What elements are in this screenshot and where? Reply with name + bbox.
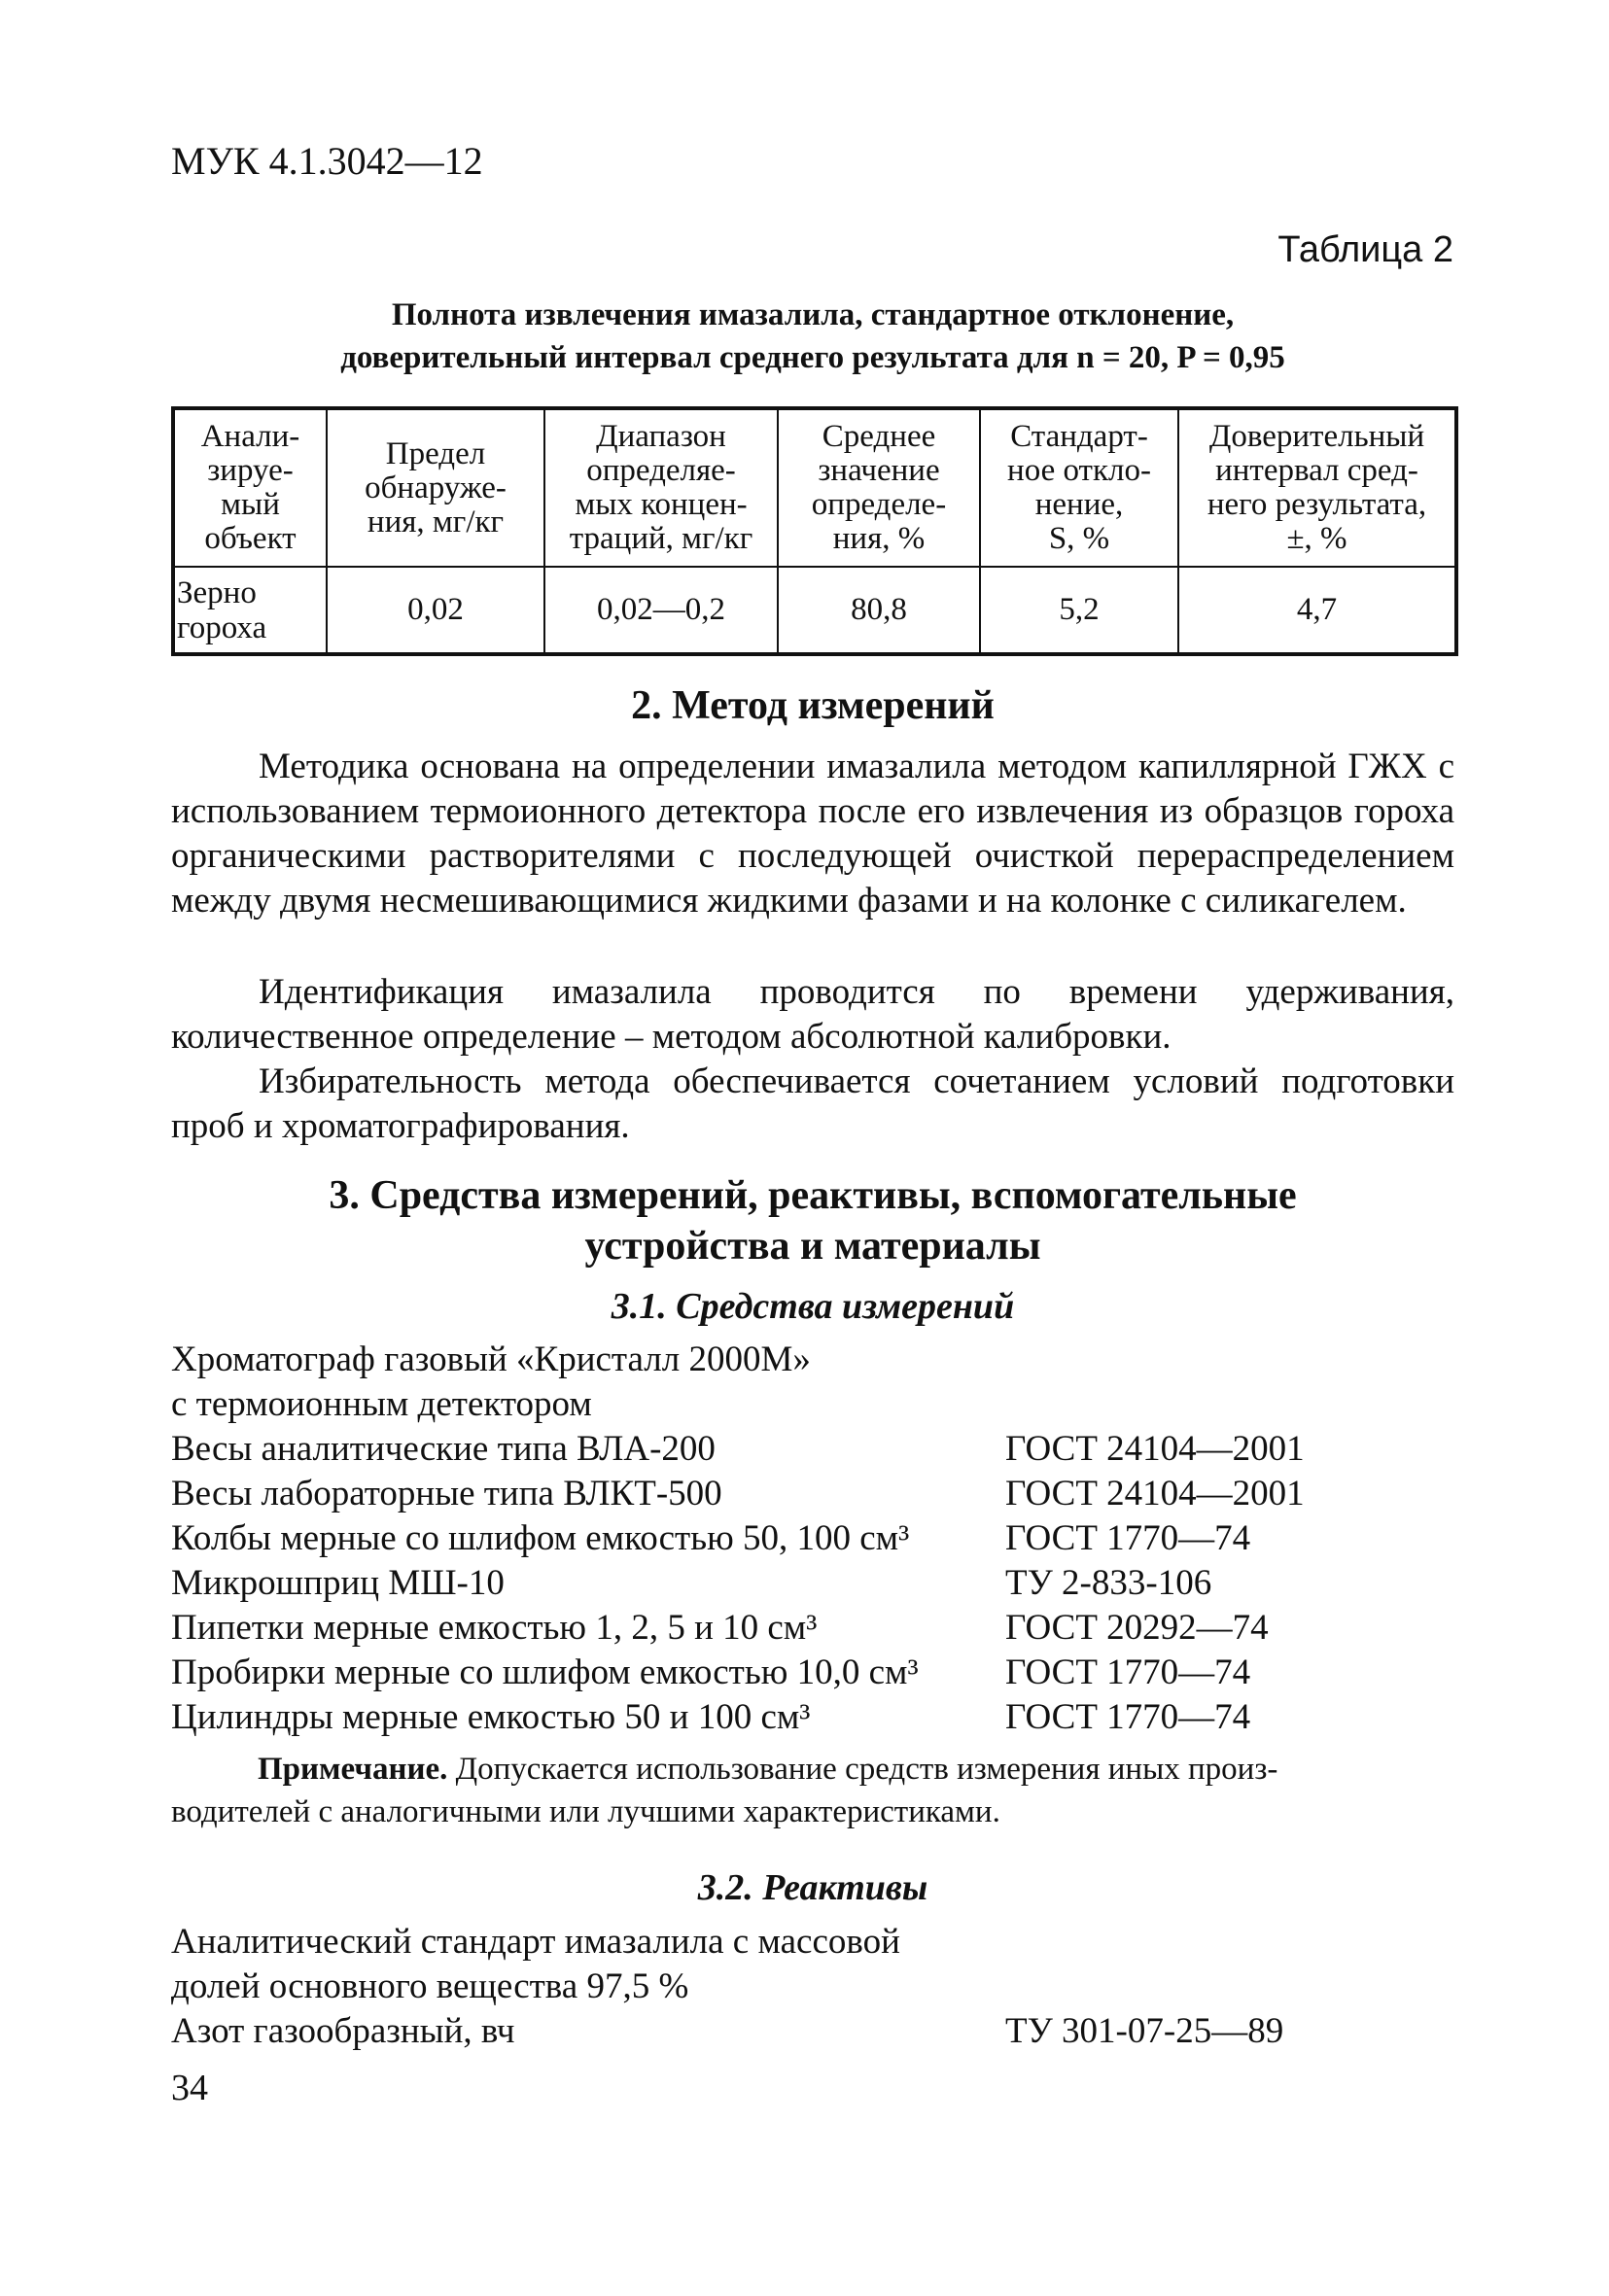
subsection-3-2-heading: 3.2. Реактивы — [697, 1867, 928, 1908]
table-row — [173, 567, 1456, 654]
paragraph: Избирательность метода обеспечивается сочетанием условий подготовки проб и хроматографирования. — [171, 1061, 1454, 1146]
list-item — [171, 1516, 1454, 1561]
equipment-list — [171, 1338, 1454, 1740]
reagent-name: Азот газообразный, вч — [171, 2011, 515, 2051]
col-header-mean: Среднее значение определе- ния, % — [778, 408, 980, 567]
section-2-heading: 2. Метод измерений — [631, 683, 995, 728]
reagents-list — [171, 1920, 1454, 2054]
note-lead: Примечание. — [258, 1752, 448, 1787]
equipment-name: Весы лабораторные типа ВЛКТ-500 — [171, 1474, 722, 1513]
equipment-standard: ГОСТ 24104—2001 — [1005, 1474, 1305, 1513]
list-item — [171, 1920, 1454, 1965]
cell-range: 0,02—0,2 — [544, 567, 778, 654]
list-item — [171, 2009, 1454, 2054]
equipment-name: Цилиндры мерные емкостью 50 и 100 см³ — [171, 1697, 811, 1737]
equipment-name: Пробирки мерные со шлифом емкостью 10,0 см³ — [171, 1652, 919, 1692]
subsection-3-1-heading: 3.1. Средства измерений — [611, 1286, 1015, 1327]
col-header-object: Анали- зируе- мый объект — [173, 408, 327, 567]
section-3-heading: 3. Средства измерений, реактивы, вспомогательные устройства и материалы — [329, 1173, 1297, 1269]
list-item — [171, 1382, 1454, 1427]
results-table — [171, 406, 1458, 656]
note-text: водителей с аналогичными или лучшими характеристиками. — [171, 1794, 1000, 1829]
note-text: Допускается использование средств измерения иных произ- — [455, 1752, 1278, 1787]
equipment-name: с термоионным детектором — [171, 1384, 592, 1424]
equipment-name: Весы аналитические типа ВЛА-200 — [171, 1429, 716, 1469]
list-item — [171, 1651, 1454, 1695]
list-item — [171, 1561, 1454, 1606]
page-number: 34 — [171, 2068, 208, 2108]
reagent-standard: ТУ 301-07-25—89 — [1005, 2011, 1284, 2051]
document-code: МУК 4.1.3042—12 — [171, 139, 483, 183]
col-header-confidence: Доверительный интервал сред- него результата, ±, % — [1178, 408, 1456, 567]
list-item — [171, 1965, 1454, 2009]
table-title-line: доверительный интервал среднего результата для n = 20, P = 0,95 — [340, 340, 1285, 375]
equipment-name: Хроматограф газовый «Кристалл 2000М» — [171, 1339, 811, 1379]
equipment-standard: ГОСТ 1770—74 — [1005, 1518, 1251, 1558]
list-item — [171, 1338, 1454, 1382]
table-title-line: Полнота извлечения имазалила, стандартное отклонение, — [391, 297, 1235, 332]
cell-detection-limit: 0,02 — [327, 567, 544, 654]
table-header-row — [173, 408, 1456, 567]
list-item — [171, 1606, 1454, 1651]
equipment-standard: ГОСТ 20292—74 — [1005, 1608, 1269, 1648]
list-item — [171, 1427, 1454, 1472]
cell-confidence: 4,7 — [1178, 567, 1456, 654]
list-item — [171, 1695, 1454, 1740]
equipment-standard: ГОСТ 24104—2001 — [1005, 1429, 1305, 1469]
note — [171, 1748, 1453, 1833]
equipment-standard: ГОСТ 1770—74 — [1005, 1697, 1251, 1737]
cell-mean: 80,8 — [778, 567, 980, 654]
equipment-name: Пипетки мерные емкостью 1, 2, 5 и 10 см³ — [171, 1608, 818, 1648]
paragraph: Идентификация имазалила проводится по времени удерживания, количественное определение – методом абсолютной калибровки. — [171, 972, 1454, 1057]
col-header-std-dev: Стандарт- ное откло- нение, S, % — [980, 408, 1178, 567]
reagent-name: Аналитический стандарт имазалила с массовой — [171, 1922, 900, 1962]
equipment-name: Колбы мерные со шлифом емкостью 50, 100 см³ — [171, 1518, 910, 1558]
table-label: Таблица 2 — [1277, 229, 1453, 270]
equipment-name: Микрошприц МШ-10 — [171, 1563, 505, 1603]
cell-std-dev: 5,2 — [980, 567, 1178, 654]
equipment-standard: ТУ 2-833-106 — [1005, 1563, 1212, 1603]
cell-object: Зерно гороха — [173, 567, 327, 654]
col-header-detection-limit: Предел обнаруже- ния, мг/кг — [327, 408, 544, 567]
paragraph: Методика основана на определении имазалила методом капиллярной ГЖХ с использованием термоионного детектора после его извлечения из образцов гороха органическими растворителями с последующей очисткой перераспределением между двумя несмешивающимися жидкими фазами и на колонке с силикагелем. — [171, 747, 1454, 921]
table-title — [171, 294, 1454, 379]
equipment-standard: ГОСТ 1770—74 — [1005, 1652, 1251, 1692]
col-header-range: Диапазон определяе- мых концен- траций, мг/кг — [544, 408, 778, 567]
list-item — [171, 1472, 1454, 1516]
reagent-name: долей основного вещества 97,5 % — [171, 1966, 689, 2006]
